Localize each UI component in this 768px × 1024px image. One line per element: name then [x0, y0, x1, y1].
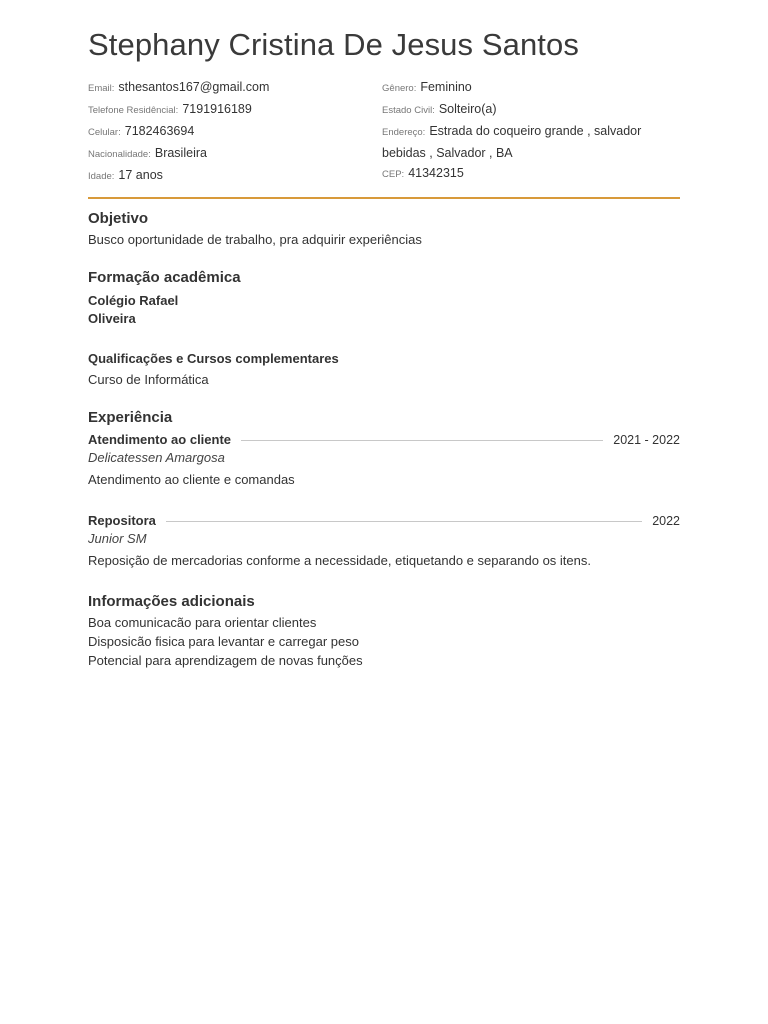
experience-item: [88, 431, 680, 489]
section-qualificacoes: [88, 350, 680, 389]
contact-value: 7191916189: [182, 102, 252, 116]
institution-name: Colégio Rafael: [88, 293, 179, 308]
contact-value: Brasileira: [154, 146, 207, 160]
section-title: Objetivo: [88, 210, 149, 227]
experience-header: [88, 512, 680, 530]
contact-value: Estrada do coqueiro grande , salvador bebidas , Salvador , BA: [382, 124, 642, 160]
additional-info-item: Boa comunicacão para orientar clientes: [88, 615, 317, 630]
contact-email: [88, 77, 382, 99]
experience-header: [88, 431, 680, 449]
qualificacoes-text: Curso de Informática: [88, 372, 209, 387]
contact-zip: [382, 163, 680, 185]
experience-dates: 2022: [652, 514, 680, 528]
contact-address: [382, 121, 680, 163]
contact-label: Idade:: [88, 171, 115, 182]
contact-gender: [382, 77, 680, 99]
contact-info-left: [88, 77, 382, 187]
contact-info: [88, 77, 680, 187]
section-title: Experiência: [88, 409, 173, 426]
contact-label: Celular:: [88, 127, 121, 138]
contact-marital-status: [382, 99, 680, 121]
additional-info-item: Disposicão fisica para levantar e carregar peso: [88, 634, 359, 649]
candidate-name: Stephany Cristina De Jesus Santos: [88, 27, 579, 62]
contact-value: Feminino: [420, 80, 472, 94]
section-objetivo: [88, 209, 680, 249]
section-title: Informações adicionais: [88, 593, 255, 610]
objetivo-text: Busco oportunidade de trabalho, pra adquirir experiências: [88, 232, 422, 247]
contact-label: Email:: [88, 83, 115, 94]
contact-label: Endereço:: [382, 127, 426, 138]
contact-label: Telefone Residêncial:: [88, 105, 179, 116]
contact-label: Estado Civil:: [382, 105, 435, 116]
header-divider: [88, 197, 680, 199]
institution-name-continued: Oliveira: [88, 311, 136, 326]
additional-info-item: Potencial para aprendizagem de novas funções: [88, 653, 363, 668]
contact-value: 41342315: [408, 166, 464, 180]
experience-role: Atendimento ao cliente: [88, 432, 232, 447]
contact-label: Nacionalidade:: [88, 149, 151, 160]
contact-value: Solteiro(a): [438, 102, 497, 116]
contact-label: CEP:: [382, 169, 405, 180]
experience-dates: 2021 - 2022: [613, 433, 680, 447]
experience-divider-line: [241, 440, 603, 441]
section-title: Qualificações e Cursos complementares: [88, 351, 339, 366]
contact-value: sthesantos167@gmail.com: [118, 80, 270, 94]
section-formacao: [88, 268, 680, 328]
experience-divider-line: [166, 521, 642, 522]
experience-item: [88, 512, 680, 570]
experience-company: Junior SM: [88, 531, 147, 546]
section-adicionais: [88, 592, 680, 670]
experience-company: Delicatessen Amargosa: [88, 450, 225, 465]
section-title: Formação acadêmica: [88, 269, 241, 286]
contact-value: 7182463694: [124, 124, 195, 138]
contact-info-right: [382, 77, 680, 187]
experience-description: Atendimento ao cliente e comandas: [88, 472, 295, 487]
experience-description: Reposição de mercadorias conforme a necessidade, etiquetando e separando os itens.: [88, 553, 591, 568]
section-experiencia: [88, 408, 680, 570]
contact-label: Gênero:: [382, 83, 417, 94]
contact-mobile: [88, 121, 382, 143]
contact-nationality: [88, 143, 382, 165]
contact-value: 17 anos: [118, 168, 163, 182]
contact-age: [88, 165, 382, 187]
experience-role: Repositora: [88, 513, 156, 528]
contact-home-phone: [88, 99, 382, 121]
